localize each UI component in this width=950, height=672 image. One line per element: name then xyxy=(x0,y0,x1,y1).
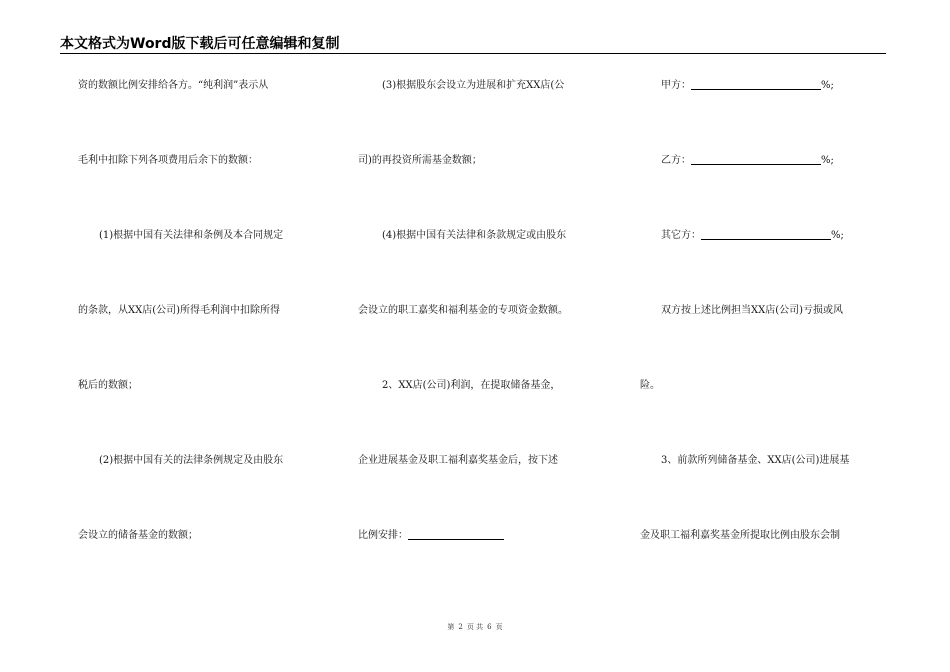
paragraph-line: 企业进展基金及职工福利嘉奖基金后，按下述 xyxy=(358,455,558,466)
paragraph-line: 会设立的储备基金的数额； xyxy=(78,530,198,541)
page-current: 2 xyxy=(458,623,463,631)
paragraph-line: 资的数额比例安排给各方。“纯利润”表示从 xyxy=(78,80,269,91)
paragraph-line: 金及职工福利嘉奖基金所提取比例由股东会制 xyxy=(640,530,840,541)
other-party-label: 其它方： xyxy=(661,230,701,241)
paragraph-line: (1)根据中国有关法律和条例及本合同规定 xyxy=(99,230,284,241)
paragraph-line: (2)根据中国有关的法律条例规定及由股东 xyxy=(99,455,284,466)
ratio-label: 比例安排： xyxy=(358,530,408,541)
text-column-1 xyxy=(78,0,338,672)
other-party-blank xyxy=(701,229,831,240)
page-prefix: 第 xyxy=(447,623,455,631)
text-column-3 xyxy=(640,0,900,672)
percent-suffix: %; xyxy=(821,80,834,91)
page-number xyxy=(0,622,950,632)
other-party-line xyxy=(661,229,844,243)
paragraph-line: 司)的再投资所需基金数额； xyxy=(358,155,482,166)
percent-suffix: %; xyxy=(821,155,834,166)
ratio-blank xyxy=(408,529,504,540)
document-header: 本文格式为Word版下载后可任意编辑和复制 xyxy=(60,36,340,52)
paragraph-line: (4)根据中国有关法律和条款规定或由股东 xyxy=(382,230,567,241)
party-a-label: 甲方： xyxy=(661,80,691,91)
paragraph-line: 双方按上述比例担当XX店(公司)亏损或风 xyxy=(661,305,844,316)
paragraph-line: 毛利中扣除下列各项费用后余下的数额： xyxy=(78,155,258,166)
percent-suffix: %; xyxy=(831,230,844,241)
paragraph-line: 会设立的职工嘉奖和福利基金的专项资金数额。 xyxy=(358,305,568,316)
text-column-2 xyxy=(358,0,618,672)
paragraph-line: (3)根据股东会设立为进展和扩充XX店(公 xyxy=(382,80,565,91)
paragraph-line: 的条款，从XX店(公司)所得毛利润中扣除所得 xyxy=(78,305,281,316)
paragraph-line: 2、XX店(公司)利润，在提取储备基金， xyxy=(382,380,561,391)
party-b-line xyxy=(661,154,834,168)
party-b-label: 乙方： xyxy=(661,155,691,166)
page-suffix: 页 xyxy=(495,623,503,631)
page-total: 6 xyxy=(487,623,492,631)
paragraph-line: 税后的数额； xyxy=(78,380,138,391)
party-a-blank xyxy=(691,79,821,90)
party-b-blank xyxy=(691,154,821,165)
ratio-line xyxy=(358,529,504,543)
paragraph-line: 险。 xyxy=(640,380,660,391)
paragraph-line: 3、前款所列储备基金、XX店(公司)进展基 xyxy=(661,455,850,466)
page-mid: 页 共 xyxy=(466,623,484,631)
party-a-line xyxy=(661,79,834,93)
